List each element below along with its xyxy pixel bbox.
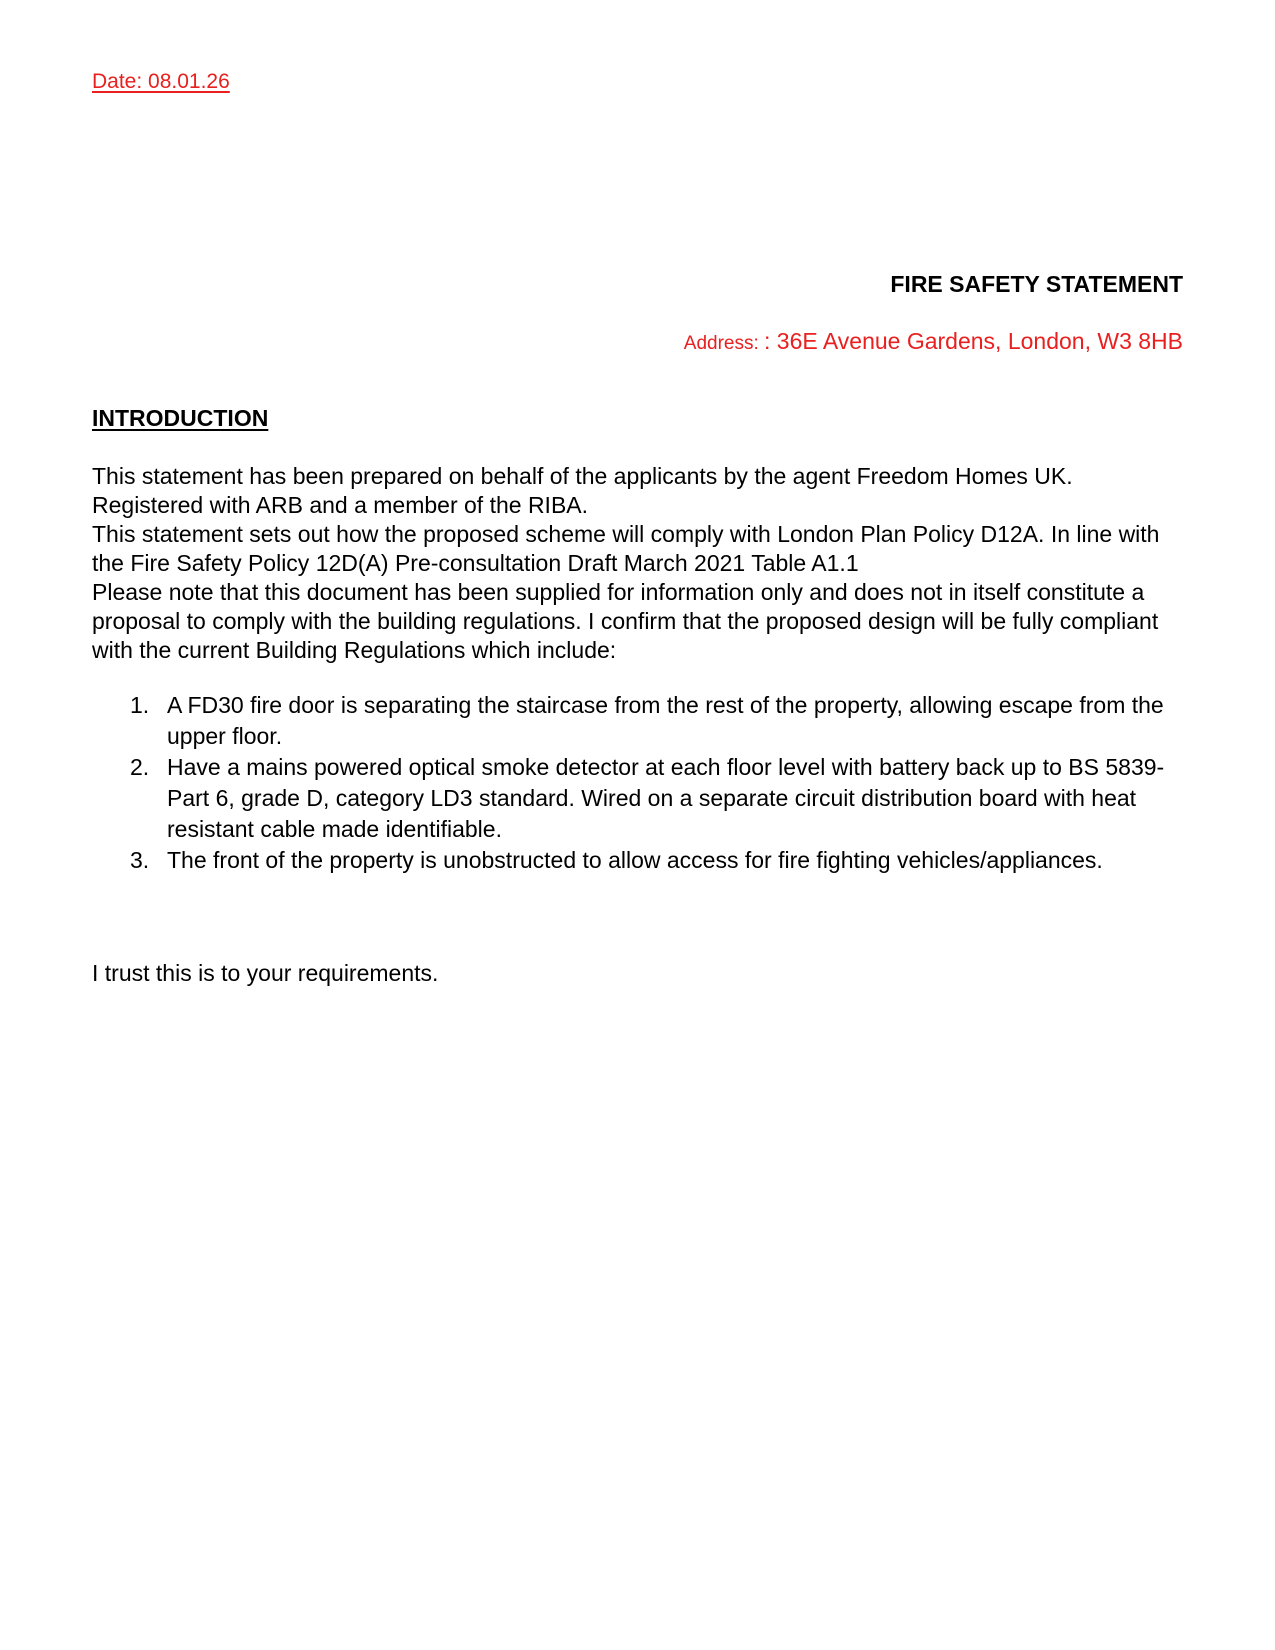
list-item (92, 690, 1192, 752)
address-label: Address: (683, 333, 765, 354)
requirements-list (92, 690, 1192, 876)
address-value: : 36E Avenue Gardens, London, W3 8HB (764, 328, 1183, 354)
list-item (92, 752, 1192, 845)
intro-paragraph: This statement has been prepared on behalf of the applicants by the agent Freedom Homes UK. (92, 463, 1073, 489)
list-item-text: Have a mains powered optical smoke detector at each floor level with battery back up to BS 5839-Part 6, grade D, category LD3 standard. Wired on a separate circuit distribution board with heat resistant cable made identifiable. (167, 754, 1165, 842)
list-item-text: The front of the property is unobstructed to allow access for fire fighting vehicles/appliances. (167, 847, 1103, 873)
introduction-heading: INTRODUCTION (92, 405, 269, 431)
closing-statement: I trust this is to your requirements. (92, 960, 439, 986)
intro-paragraph: Registered with ARB and a member of the RIBA. (92, 492, 589, 518)
introduction-body (92, 462, 1192, 665)
list-item-number: 3. (130, 847, 150, 873)
page-title: FIRE SAFETY STATEMENT (890, 271, 1183, 297)
list-item (92, 845, 1192, 876)
list-item-number: 2. (130, 754, 150, 780)
document-date: Date: 08.01.26 (92, 70, 230, 93)
address-line (684, 328, 1183, 355)
list-item-number: 1. (130, 692, 150, 718)
intro-paragraph: Please note that this document has been supplied for information only and does not in itself constitute a proposal to comply with the building regulations. I confirm that the proposed design will be fully compliant with the current Building Regulations which include: (92, 579, 1159, 663)
intro-paragraph: This statement sets out how the proposed scheme will comply with London Plan Policy D12A. In line with the Fire Safety Policy 12D(A) Pre-consultation Draft March 2021 Table A1.1 (92, 521, 1160, 576)
list-item-text: A FD30 fire door is separating the staircase from the rest of the property, allowing escape from the upper floor. (167, 692, 1164, 749)
